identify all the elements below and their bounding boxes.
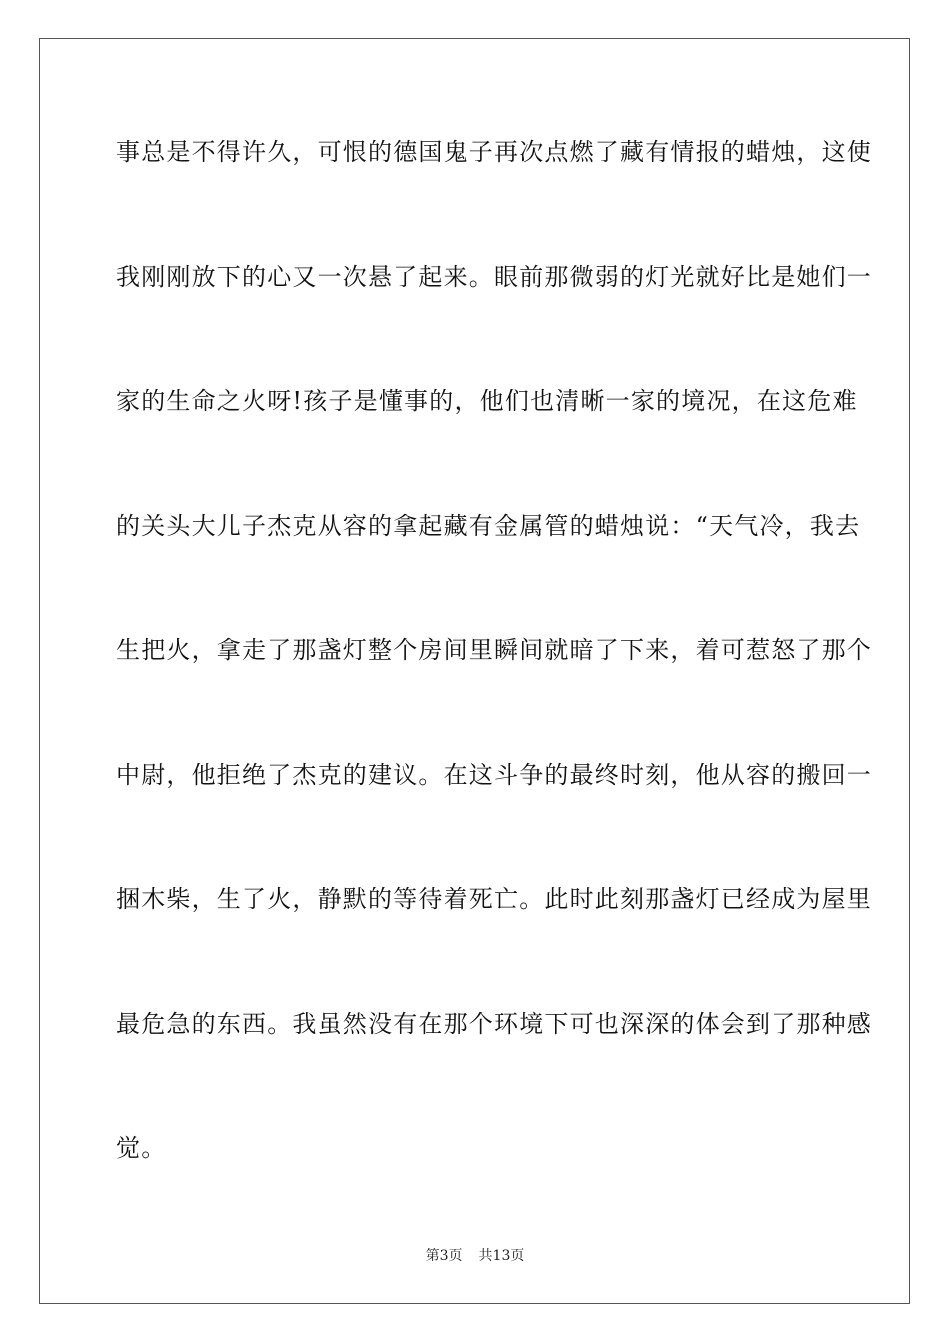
body-text-line: 家的生命之火呀!孩子是懂事的，他们也清晰一家的境况，在这危难 — [116, 387, 858, 415]
body-text-line: 捆木柴，生了火，静默的等待着死亡。此时此刻那盏灯已经成为屋里 — [116, 885, 872, 913]
body-text-line: 事总是不得许久，可恨的德国鬼子再次点燃了藏有情报的蜡烛，这使 — [116, 138, 872, 166]
body-text-line: 的关头大儿子杰克从容的拿起藏有金属管的蜡烛说：“天气冷，我去 — [116, 512, 861, 540]
body-text-line: 觉。 — [116, 1134, 167, 1162]
page-number-current: 第3页 — [425, 1248, 463, 1264]
body-text-line: 生把火，拿走了那盏灯整个房间里瞬间就暗了下来，着可惹怒了那个 — [116, 636, 872, 664]
body-text-line: 我刚刚放下的心又一次悬了起来。眼前那微弱的灯光就好比是她们一 — [116, 263, 872, 291]
page-frame — [39, 38, 910, 1304]
page-number-total: 共13页 — [478, 1248, 525, 1264]
body-text-line: 最危急的东西。我虽然没有在那个环境下可也深深的体会到了那种感 — [116, 1010, 872, 1038]
page-footer — [0, 1247, 950, 1265]
body-text-line: 中尉，他拒绝了杰克的建议。在这斗争的最终时刻，他从容的搬回一 — [116, 761, 872, 789]
